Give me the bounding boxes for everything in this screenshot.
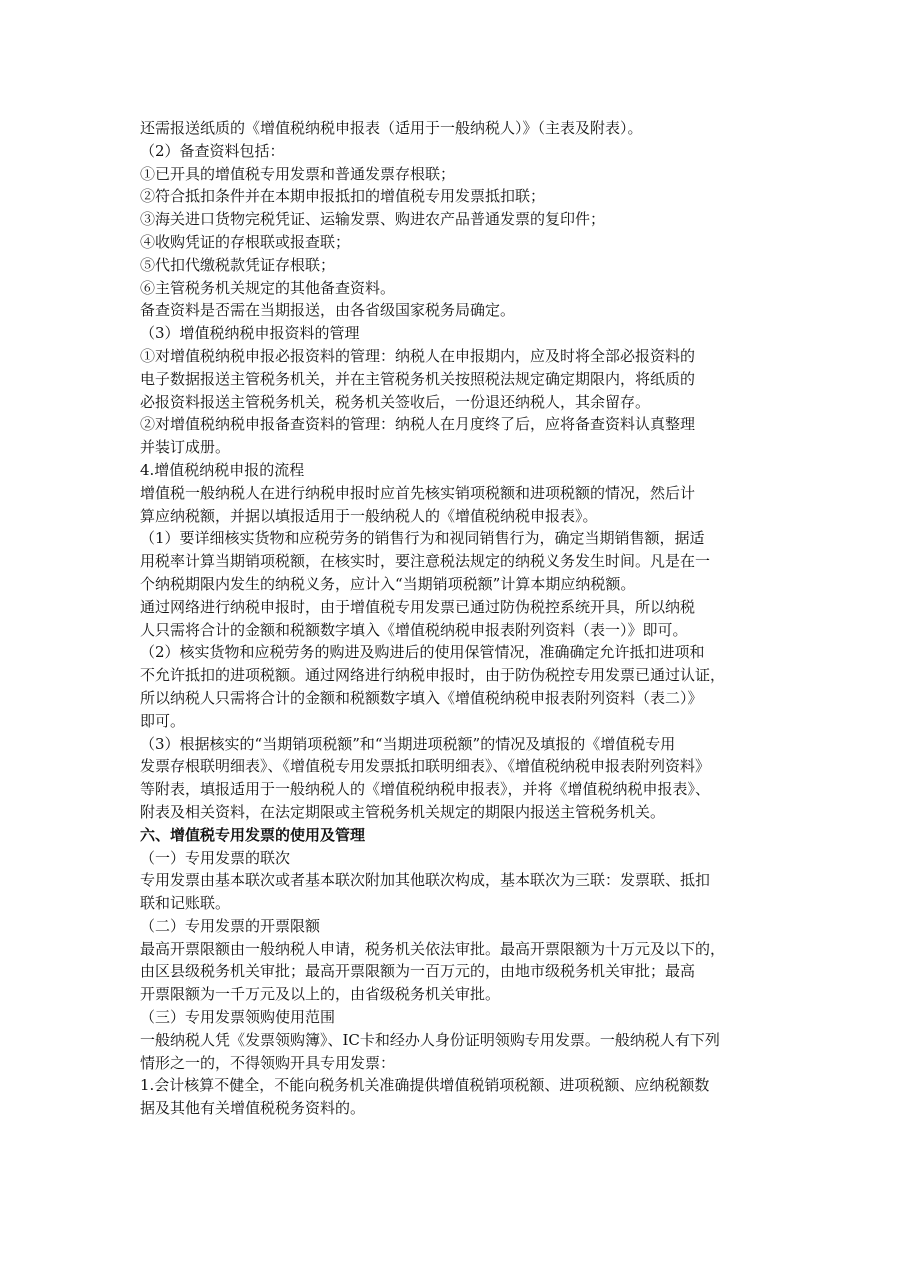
text-line: 最高开票限额由一般纳税人申请，税务机关依法审批。最高开票限额为十万元及以下的， <box>140 939 726 958</box>
text-line: 增值税一般纳税人在进行纳税申报时应首先核实销项税额和进项税额的情况，然后计 <box>140 483 696 502</box>
text-line: 并装订成册。 <box>140 438 231 457</box>
text-line: 个纳税期限内发生的纳税义务，应计入“当期销项税额”计算本期应纳税额。 <box>140 574 636 593</box>
text-line: 1.会计核算不健全，不能向税务机关准确提供增值税销项税额、进项税额、应纳税额数 <box>140 1076 710 1095</box>
text-line: 通过网络进行纳税申报时，由于增值税专用发票已通过防伪税控系统开具，所以纳税 <box>140 597 696 616</box>
text-line: ③海关进口货物完税凭证、运输发票、购进农产品普通发票的复印件； <box>140 210 606 229</box>
text-line: ⑥主管税务机关规定的其他备查资料。 <box>140 278 396 297</box>
text-line: 所以纳税人只需将合计的金额和税额数字填入《增值税纳税申报表附列资料（表二）》 <box>140 688 703 707</box>
text-line: 还需报送纸质的《增值税纳税申报表（适用于一般纳税人）》（主表及附表）。 <box>140 119 643 137</box>
document-body <box>140 117 785 1120</box>
text-line: 算应纳税额，并据以填报适用于一般纳税人的《增值税纳税申报表》。 <box>140 506 598 525</box>
text-line: 必报资料报送主管税务机关，税务机关签收后，一份退还纳税人，其余留存。 <box>140 392 651 411</box>
section-heading: 六、增值税专用发票的使用及管理 <box>140 825 366 844</box>
text-line: ④收购凭证的存根联或报查联； <box>140 232 351 251</box>
text-line: 电子数据报送主管税务机关，并在主管税务机关按照税法规定确定期限内，将纸质的 <box>140 369 696 388</box>
text-line: 联和记账联。 <box>140 894 231 913</box>
text-line: 4.增值税纳税申报的流程 <box>140 460 305 479</box>
text-line: 备查资料是否需在当期报送，由各省级国家税务局确定。 <box>140 301 516 320</box>
text-line: 专用发票由基本联次或者基本联次附加其他联次构成，基本联次为三联：发票联、抵扣 <box>140 871 711 890</box>
text-line: （1）要详细核实货物和应税劳务的销售行为和视同销售行为，确定当期销售额，据适 <box>140 529 705 548</box>
text-line: 等附表，填报适用于一般纳税人的《增值税纳税申报表》，并将《增值税纳税申报表》、 <box>140 780 711 799</box>
text-line: 用税率计算当期销项税额，在核实时，要注意税法规定的纳税义务发生时间。凡是在一 <box>140 552 711 571</box>
text-line: 发票存根联明细表》、《增值税专用发票抵扣联明细表》、《增值税纳税申报表附列资料》 <box>140 757 711 776</box>
text-line: （3）增值税纳税申报资料的管理 <box>140 324 360 343</box>
text-line: ①对增值税纳税申报必报资料的管理：纳税人在申报期内，应及时将全部必报资料的 <box>140 346 696 365</box>
text-line: 附表及相关资料，在法定期限或主管税务机关规定的期限内报送主管税务机关。 <box>140 802 666 821</box>
text-line: 人只需将合计的金额和税额数字填入《增值税纳税申报表附列资料（表一）》即可。 <box>140 620 688 639</box>
text-line: （二）专用发票的开票限额 <box>140 916 321 935</box>
text-line: （2）备查资料包括： <box>140 141 285 160</box>
text-line: 一般纳税人凭《发票领购簿》、IC卡和经办人身份证明领购专用发票。一般纳税人有下列 <box>140 1030 720 1049</box>
text-line: （一）专用发票的联次 <box>140 848 291 867</box>
text-line: （2）核实货物和应税劳务的购进及购进后的使用保管情况，准确确定允许抵扣进项和 <box>140 643 705 662</box>
text-line: 不允许抵扣的进项税额。通过网络进行纳税申报时，由于防伪税控专用发票已通过认证， <box>140 666 726 685</box>
text-line: 由区县级税务机关审批；最高开票限额为一百万元的，由地市级税务机关审批；最高 <box>140 962 696 981</box>
text-line: （三）专用发票领购使用范围 <box>140 1008 336 1027</box>
text-line: ①已开具的增值税专用发票和普通发票存根联； <box>140 164 456 183</box>
text-line: 情形之一的，不得领购开具专用发票： <box>140 1053 396 1072</box>
text-line: （3）根据核实的“当期销项税额”和“当期进项税额”的情况及填报的《增值税专用 <box>140 734 676 753</box>
text-line: 即可。 <box>140 711 186 730</box>
text-line: 据及其他有关增值税税务资料的。 <box>140 1099 366 1118</box>
text-line: ②符合抵扣条件并在本期申报抵扣的增值税专用发票抵扣联； <box>140 187 546 206</box>
text-line: ⑤代扣代缴税款凭证存根联； <box>140 255 336 274</box>
text-line: ②对增值税纳税申报备查资料的管理：纳税人在月度终了后，应将备查资料认真整理 <box>140 415 696 434</box>
text-line: 开票限额为一千万元及以上的，由省级税务机关审批。 <box>140 985 501 1004</box>
